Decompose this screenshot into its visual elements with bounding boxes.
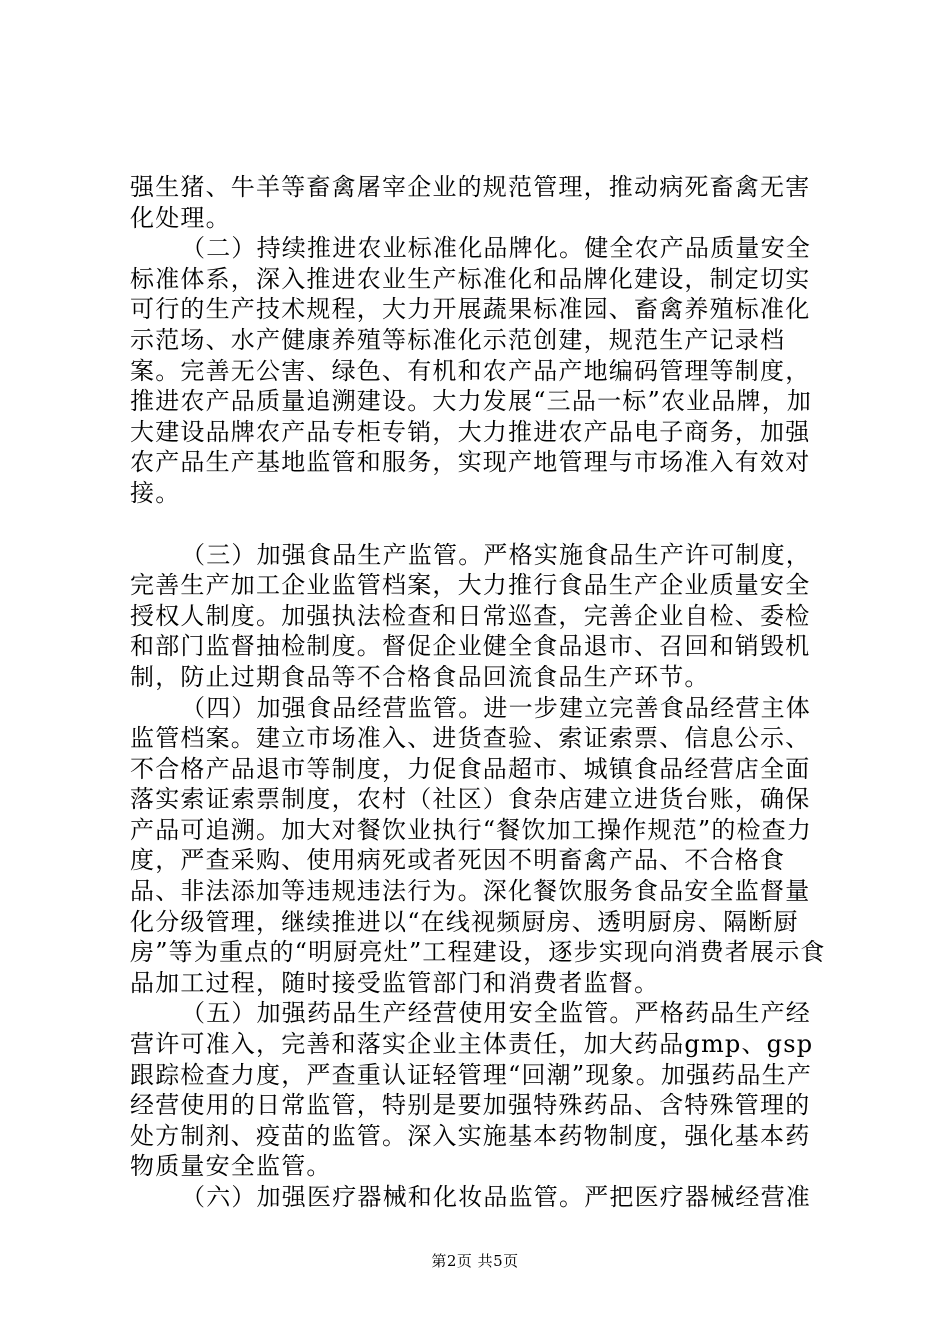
paragraph-section-5: （五）加强药品生产经营使用安全监管。严格药品生产经营许可准入，完善和落实企业主体责任，加大药品gmp、gsp跟踪检查力度，严查重认证轻管理“回潮”现象。加强药品生产经营使用的日常监管，特别是要加强特殊药品、含特殊管理的处方制剂、疫苗的监管。深入实施基本药物制度，强化基本药物质量安全监管。 — [130, 999, 814, 1181]
paragraph-continuation: 强生猪、牛羊等畜禽屠宰企业的规范管理，推动病死畜禽无害化处理。 — [130, 173, 811, 232]
paragraph-section-2: （二）持续推进农业标准化品牌化。健全农产品质量安全标准体系，深入推进农业生产标准化和品牌化建设，制定切实可行的生产技术规程，大力开展蔬果标准园、畜禽养殖标准化示范场、水产健康养殖等标准化示范创建，规范生产记录档案。完善无公害、绿色、有机和农产品产地编码管理等制度，推进农产品质量追溯建设。大力发展“三品一标”农业品牌，加大建设品牌农产品专柜专销，大力推进农产品电子商务，加强农产品生产基地监管和服务，实现产地管理与市场准入有效对接。 — [130, 234, 813, 507]
paragraph-section-4: （四）加强食品经营监管。进一步建立完善食品经营主体监管档案。建立市场准入、进货查验、索证索票、信息公示、不合格产品退市等制度，力促食品超市、城镇食品经营店全面落实索证索票制度，农村（社区）食杂店建立进货台账，确保产品可追溯。加大对餐饮业执行“餐饮加工操作规范”的检查力度，严查采购、使用病死或者死因不明畜禽产品、不合格食品、非法添加等违规违法行为。深化餐饮服务食品安全监督量化分级管理，继续推进以“在线视频厨房、透明厨房、隔断厨房”等为重点的“明厨亮灶”工程建设，逐步实现向消费者展示食品加工过程，随时接受监管部门和消费者监督。 — [130, 693, 826, 997]
page-footer: 第2页 共5页 — [431, 1252, 519, 1270]
paragraph-spacer — [130, 509, 830, 540]
document-body — [130, 172, 830, 1213]
paragraph-section-3: （三）加强食品生产监管。严格实施食品生产许可制度，完善生产加工企业监管档案，大力推行食品生产企业质量安全授权人制度。加强执法检查和日常巡查，完善企业自检、委检和部门监督抽检制度。督促企业健全食品退市、召回和销毁机制，防止过期食品等不合格食品回流食品生产环节。 — [130, 540, 811, 691]
paragraph-section-6: （六）加强医疗器械和化妆品监管。严把医疗器械经营准 — [181, 1183, 811, 1211]
